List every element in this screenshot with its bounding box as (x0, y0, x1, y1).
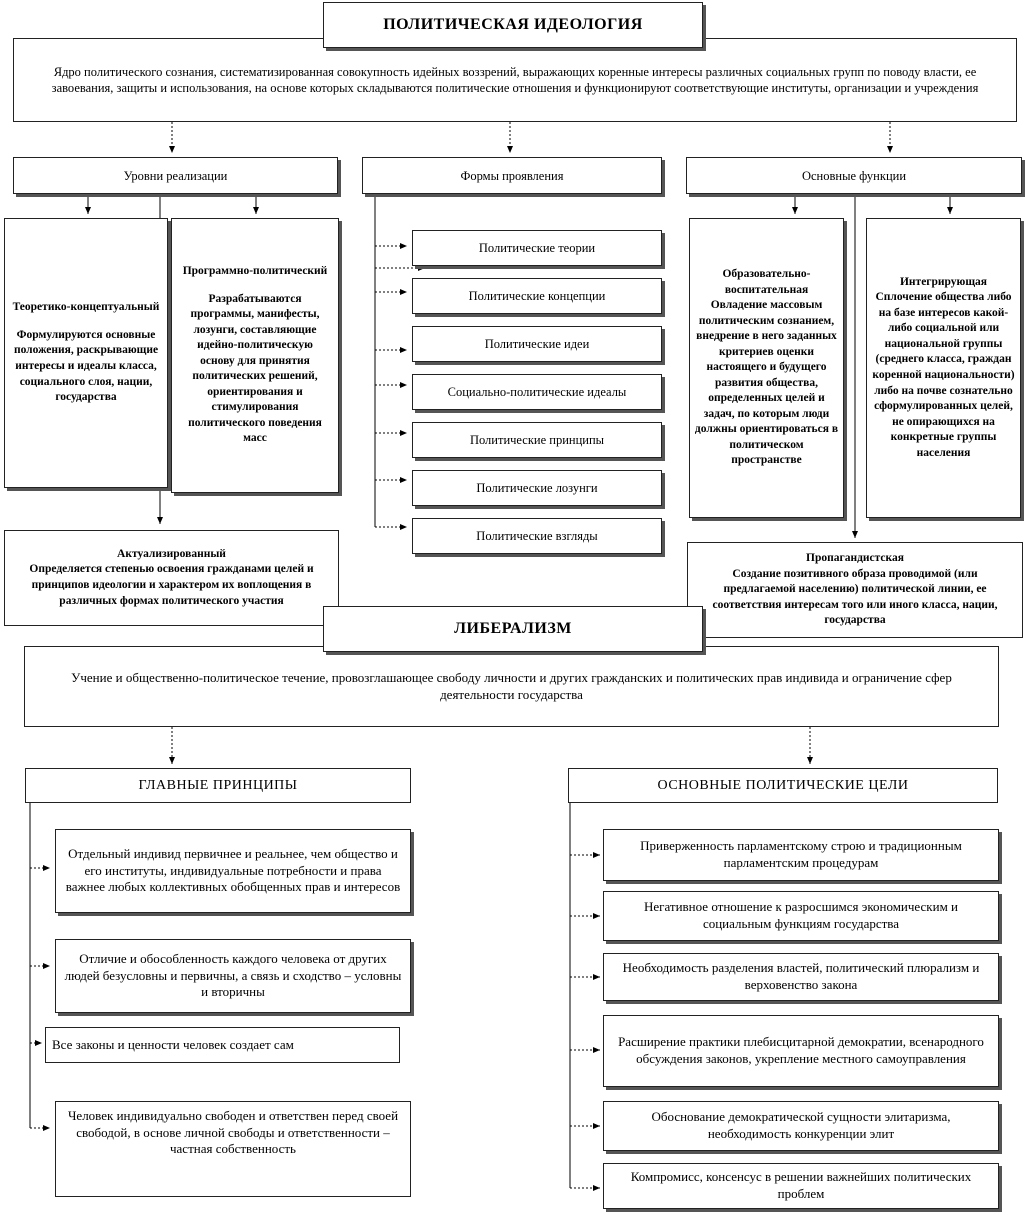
goals-header: ОСНОВНЫЕ ПОЛИТИЧЕСКИЕ ЦЕЛИ (568, 768, 998, 803)
goal-item: Компромисс, консенсус в решении важнейших политических проблем (603, 1163, 999, 1209)
ideology-definition-box (13, 38, 1017, 122)
liberalism-title-box (323, 606, 703, 652)
principle-item: Все законы и ценности человек создает сам (45, 1027, 400, 1063)
levels-header: Уровни реализации (13, 157, 338, 194)
principle-item: Отдельный индивид первичнее и реальнее, чем общество и его институты, индивидуальные потребности и права важнее любых коллективных обобщенных прав и интересов (55, 829, 411, 913)
form-item: Политические лозунги (412, 470, 662, 506)
form-item: Политические концепции (412, 278, 662, 314)
goal-item: Обоснование демократической сущности элитаризма, необходимость конкуренции элит (603, 1101, 999, 1151)
forms-header: Формы проявления (362, 157, 662, 194)
liberalism-definition: Учение и общественно-политическое течение, провозглашающее свободу личности и других гражданских и политических прав индивида и ограничение сфер деятельности государства (71, 669, 952, 702)
level-theoretical: Теоретико-концептуальный Формулируются основные положения, раскрывающие интересы и идеалы класса, социального слоя, нации, государства (4, 218, 168, 488)
form-item: Политические идеи (412, 326, 662, 362)
principles-header: ГЛАВНЫЕ ПРИНЦИПЫ (25, 768, 411, 803)
form-item: Социально-политические идеалы (412, 374, 662, 410)
function-educational: Образовательно-воспитательная Овладение массовым политическим сознанием, внедрение в него заданных критериев оценки настоящего и будущего развития общества, определенных целей и задач, по которым люди должны ориентироваться в политическом пространстве (689, 218, 844, 518)
form-item: Политические теории (412, 230, 662, 266)
form-item: Политические принципы (412, 422, 662, 458)
level-program: Программно-политический Разрабатываются программы, манифесты, лозунги, составляющие идейно-политическую основу для принятия политических решений, ориентирования и стимулирования политического поведения масс (171, 218, 339, 493)
form-item: Политические взгляды (412, 518, 662, 554)
functions-header: Основные функции (686, 157, 1022, 194)
goal-item: Приверженность парламентскому строю и традиционным парламентским процедурам (603, 829, 999, 881)
principle-item: Отличие и обособленность каждого человека от других людей безусловны и первичны, а связь и сходство – условны и вторичны (55, 939, 411, 1013)
level-actualized: Актуализированный Определяется степенью освоения гражданами целей и принципов идеологии и характером их воплощения в различных формах политического участия (4, 530, 339, 626)
liberalism-title: ЛИБЕРАЛИЗМ (454, 619, 572, 637)
ideology-definition: Ядро политического сознания, систематизированная совокупность идейных воззрений, выражающих коренные интересы различных социальных групп по поводу власти, ее завоевания, защиты и использования, на основе которых складываются политические отношения и функционируют соответствующие институты, организации и учреждения (51, 65, 979, 95)
goal-item: Негативное отношение к разросшимся экономическим и социальным функциям государства (603, 891, 999, 941)
goal-item: Необходимость разделения властей, политический плюрализм и верховенство закона (603, 953, 999, 1001)
goal-item: Расширение практики плебисцитарной демократии, всенародного обсуждения законов, укрепление местного самоуправления (603, 1015, 999, 1087)
ideology-title: ПОЛИТИЧЕСКАЯ ИДЕОЛОГИЯ (383, 15, 643, 33)
principle-item: Человек индивидуально свободен и ответствен перед своей свободой, в основе личной свободы и ответственности – частная собственность (55, 1101, 411, 1197)
liberalism-definition-box (24, 646, 999, 727)
function-integrating: Интегрирующая Сплочение общества либо на базе интересов какой-либо социальной или национальной группы (среднего класса, граждан коренной национальности) либо на почве сознательно сформулированных целей, не опирающихся на конкретные группы населения (866, 218, 1021, 518)
function-propaganda: Пропагандистская Создание позитивного образа проводимой (или предлагаемой населению) политической линии, ее соответствия интересам того или иного класса, нации, государства (687, 542, 1023, 638)
ideology-title-box (323, 2, 703, 48)
